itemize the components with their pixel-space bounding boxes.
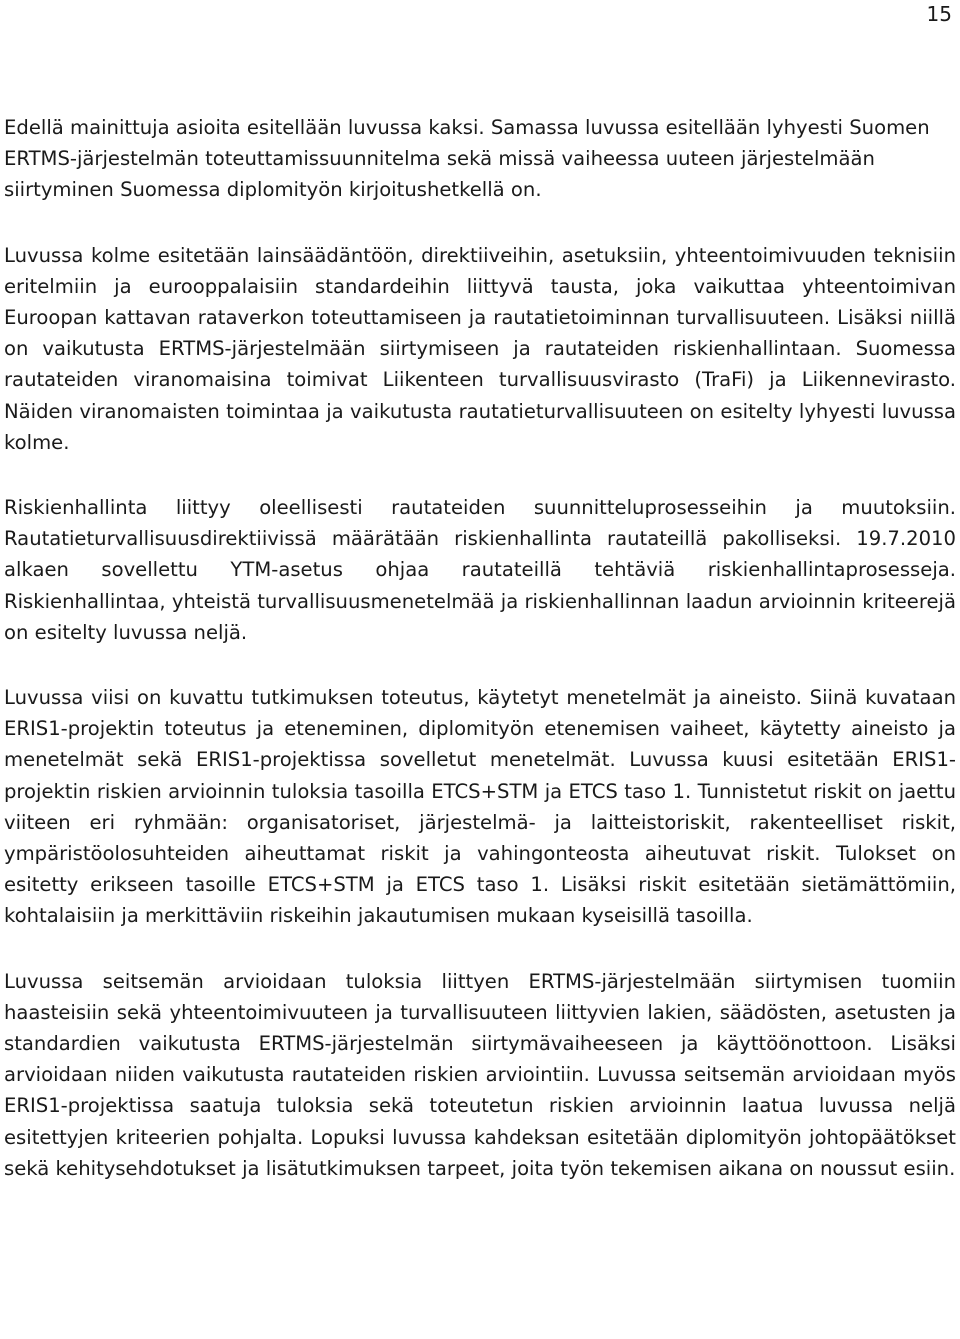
paragraph-intro: Edellä mainittuja asioita esitellään luvussa kaksi. Samassa luvussa esitellään lyhyesti Suomen ERTMS-järjestelmän toteuttamissuunnitelma sekä missä vaiheessa uuteen järjestelmään siirtyminen Suomessa diplomityön kirjoitushetkellä on.: [4, 116, 930, 202]
paragraph-chapter-five-six: Luvussa viisi on kuvattu tutkimuksen toteutus, käytetyt menetelmät ja aineisto. Siinä kuvataan ERIS1-projektin toteutus ja eteneminen, diplomityön etenemisen vaiheet, käytetty aineisto ja menetelmät sekä ERIS1-projektissa sovelletut menetelmät. Luvussa kuusi esitetään ERIS1-projektin riskien arvioinnin tuloksia tasoilla ETCS+STM ja ETCS taso 1. Tunnistetut riskit on jaettu viiteen eri ryhmään: organisatoriset, järjestelmä- ja laitteistoriskit, rakenteelliset riskit, ympäristöolosuhteiden aiheuttamat riskit ja vahingonteosta aiheutuvat riskit. Tulokset on esitetty erikseen tasoille ETCS+STM ja ETCS taso 1. Lisäksi riskit esitetään sietämättömiin, kohtalaisiin ja merkittäviin riskeihin jakautumisen mukaan kyseisillä tasoilla.: [4, 686, 956, 928]
paragraph-chapter-three: Luvussa kolme esitetään lainsäädäntöön, direktiiveihin, asetuksiin, yhteentoimivuuden teknisiin eritelmiin ja eurooppalaisiin standardeihin liittyvä tausta, joka vaikuttaa yhteentoimivan Euroopan kattavan rataverkon toteuttamiseen ja rautatietoiminnan turvallisuuteen. Lisäksi niillä on vaikutusta ERTMS-järjestelmään siirtymiseen ja rautateiden riskienhallintaan. Suomessa rautateiden viranomaisina toimivat Liikenteen turvallisuusvirasto (TraFi) ja Liikennevirasto. Näiden viranomaisten toimintaa ja vaikutusta rautatieturvallisuuteen on esitelty lyhyesti luvussa kolme.: [4, 243, 956, 454]
document-body: [4, 112, 956, 1218]
paragraph-chapter-seven-eight: Luvussa seitsemän arvioidaan tuloksia liittyen ERTMS-järjestelmään siirtymisen tuomiin haasteisiin sekä yhteentoimivuuteen ja turvallisuuteen liittyvien lakien, säädösten, asetusten ja standardien vaikutusta ERTMS-järjestelmän siirtymävaiheeseen ja käyttöönottoon. Lisäksi arvioidaan niiden vaikutusta rautateiden riskien arviointiin. Luvussa seitsemän arvioidaan myös ERIS1-projektissa saatuja tuloksia sekä toteutetun riskien arvioinnin laatua luvussa neljä esitettyjen kriteerien pohjalta. Lopuksi luvussa kahdeksan esitetään diplomityön johtopäätökset sekä kehitysehdotukset ja lisätutkimuksen tarpeet, joita työn tekemisen aikana on noussut esiin.: [4, 969, 956, 1180]
page-number: 15: [926, 2, 952, 26]
paragraph-risk-management: Riskienhallinta liittyy oleellisesti rautateiden suunnitteluprosesseihin ja muutoksiin. Rautatieturvallisuusdirektiivissä määrätään riskienhallinta rautateillä pakolliseksi. 19.7.2010 alkaen sovellettu YTM-asetus ohjaa rautateillä tehtäviä riskienhallintaprosesseja. Riskienhallintaa, yhteistä turvallisuusmenetelmää ja riskienhallinnan laadun arvioinnin kriteerejä on esitelty luvussa neljä.: [4, 496, 956, 644]
